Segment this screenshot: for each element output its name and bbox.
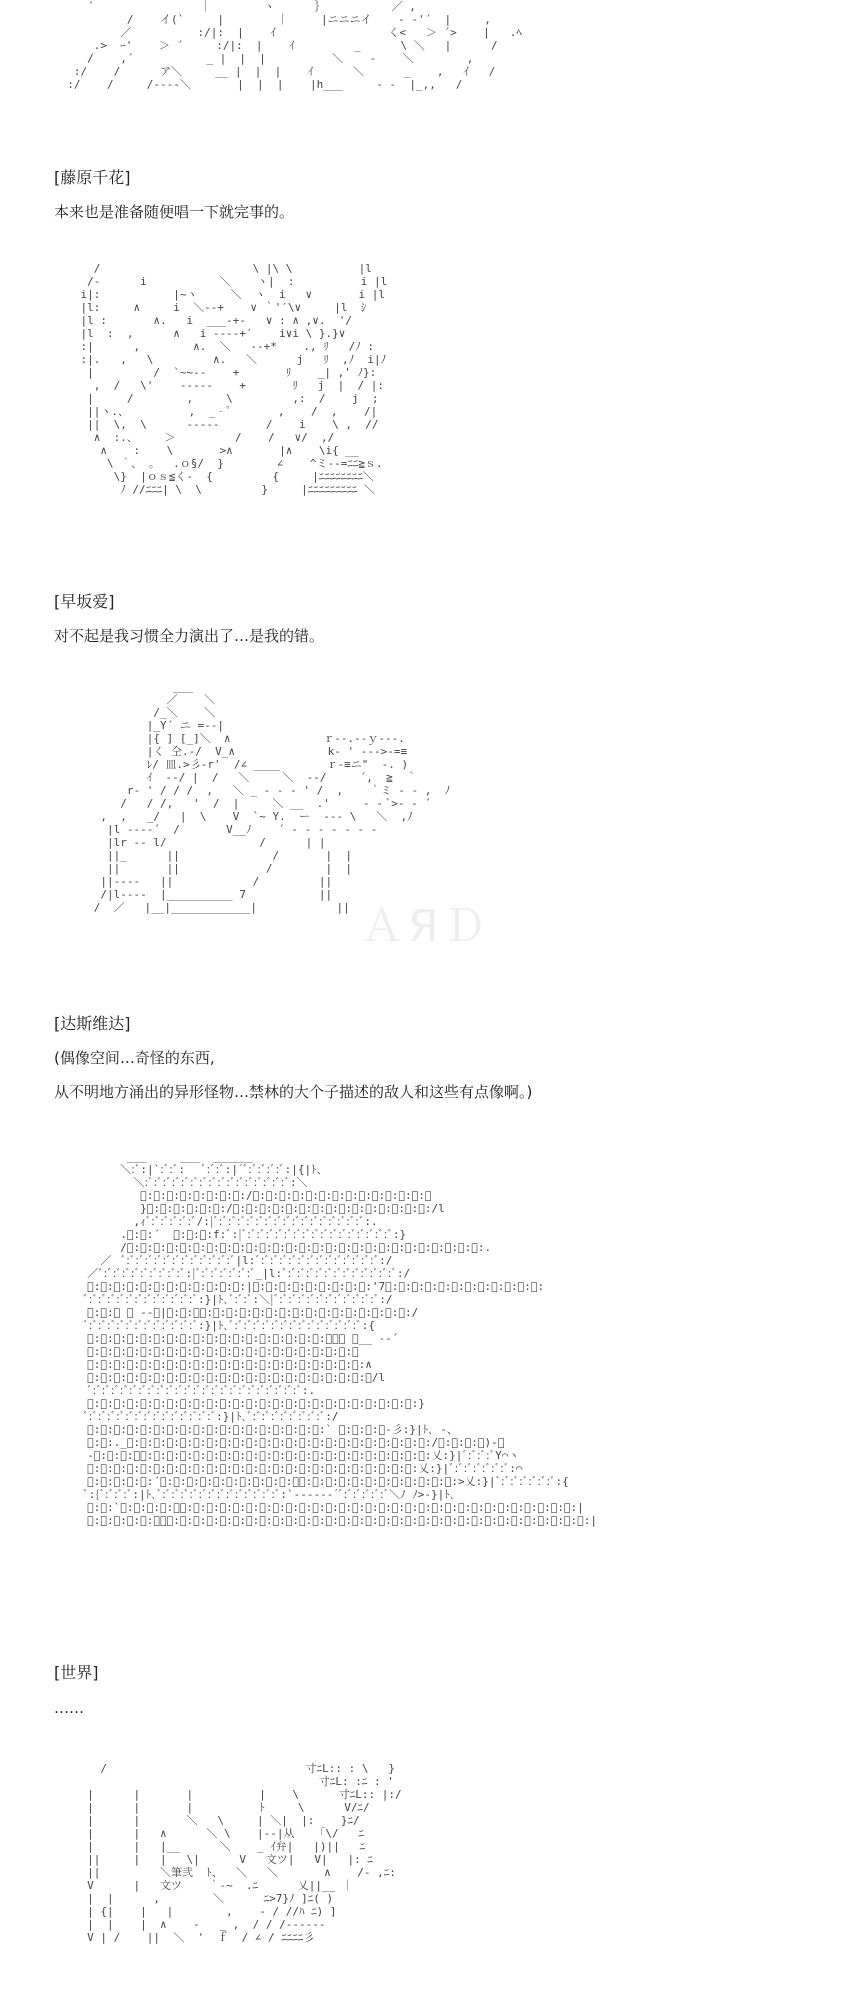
dialogue-line: 从不明地方涌出的异形怪物…禁林的大个子描述的敌人和这些有点像啊。) xyxy=(54,1083,533,1101)
ascii-art-hayasaka: / \ |\ \ |l /‐ i ＼ ヽ| : i |l i|: |~ヽ ＼ ヽ i ∨ i |l |l: ∧ i ＼‐‐+ ∨ ｀'′\∨ |l ｼ |l : ∧. i ___‐+‐ ∨ : ∧ ,∨. '/ |l : , ∧ i ‐‐‐‐+′ i∨i \ }.}∨ :| , ∧. ＼ ‐‐+* ., ﾘ /ﾉ : :|. , \ ∧. ＼ j ﾘ ,ﾉ i|ﾉ | / `~~‐‐ + ﾘ _| ,' ﾉ}: , / \' ‐‐‐‐‐ + ﾘ j | / |: | / , \ ,: / j ; ||ヽ.、 , _‐ﾟ , / , /| || \, \ ‐‐‐‐‐ / i \ , // ∧ :.、 ＞ / / ∨/ ,/ ∧ : \ >∧ |∧ \i{ __ \ ｀、 。 .ｏ§/ } ∠ ^ミ‐‐=ﾆﾆ≧ｓ. \} |ｏｓ≦く‐ { { |ﾆﾆﾆﾆﾆﾆﾆﾆ＼ ﾉ //ﾆﾆﾆ| \ \ } |ﾆﾆﾆﾆﾆﾆﾆﾆﾆ ＼ xyxy=(80,262,388,496)
dialogue-line: 对不起是我习惯全力演出了…是我的错。 xyxy=(54,627,325,645)
speaker-label: [藤原千花] xyxy=(54,168,131,187)
ascii-art-darth-vader: ___ ／ ＼ /_＼ ＼ |_Y´ ニ =-‐| |{ ] [_]＼ ∧ ｒ‐‐.‐‐ｙ‐‐‐. |く 仝.‐/ V_∧ k‐ ' ‐‐‐>‐=≡ ﾚ/ 皿.>彡‐r' /∠ ____ ｒ‐≡ニ" ‐. ) ｲ ‐‐/ | / ＼ ＼ ‐‐/ ´, ≧ ｀ r‐ ' / / / , ＼ _ ‐ ‐ ‐ ' / , ｀ミ ‐ ‐ , ﾉ / / /, ' / | ＼ __ .' ‐ ‐ ﾞ>‐ ‐ ´ , , _/ | \ V `~ Y. ー ‐‐‐ \ ＼ ,ﾉ |l ‐‐‐‐´ / V__ﾉ ´ ‐ ‐ ‐ ‐ ‐ ‐ ‐ |lr ‐‐ l/ / | | ||_ || / | | || || / | | ||‐‐‐‐ || / || /|l‐‐‐‐ |__________ 7 || / ／ |__|____________| || xyxy=(93,680,451,914)
dialogue-line: 本来也是准备随便唱一下就完事的。 xyxy=(54,203,295,221)
speaker-label: [早坂爱] xyxy=(54,592,115,611)
dialogue-line: (偶像空间…奇怪的东西, xyxy=(54,1049,215,1067)
ascii-art-fujiwara: ´ ｜ ヽ ｝ ／ , / イ(` | ｜ |ニニニイ ‐ ‐'´ | , ／ :/|: | ｲ く< ＞ ´> | .ﾍ .> ｰ' ＞ ´ :/|: | ｲ _ \ ＼ | / / ,´ _ | | | ＼ ‐ ＼ , :/ / ア＼ __ | | | ｲ ＼ _ , ｲ / :/ / /‐‐‐‐＼ | | | |h___ ‐ ‐ |_,, / xyxy=(67,0,522,91)
speaker-label: [达斯维达] xyxy=(54,1014,131,1033)
ascii-art-world: ___ ___ ______ ＼:ﾞ:|`:ﾞ:ﾞ: ﾞ:ﾞ:ﾞ:|´ﾞ:ﾞ:ﾞ:ﾞ:ﾞ:|{|ﾄ、 ＼:ﾞ:ﾞ:ﾞ:ﾞ:ﾞ:ﾞ:ﾞ:ﾞ:ﾞ:ﾞ:ﾞ:ﾞ:ﾞ:ﾞ:ﾞ:ﾞ:＼ ﾞ:ﾞ:ﾞ:ﾞ:ﾞ:ﾞ:ﾞ:ﾞ:/ﾞ:ﾞ:ﾞ:ﾞ:ﾞ:ﾞ:ﾞ:ﾞ:ﾞ:ﾞ:ﾞ:ﾞ:ﾞ:＼ }ﾞ:ﾞ:ﾞ:ﾞ:ﾞ:ﾞ:/ﾞ:ﾞ:ﾞ:ﾞ:ﾞ:ﾞ:ﾞ:ﾞ:ﾞ:ﾞ:ﾞ:ﾞ:ﾞ:ﾞ:ﾞ:/l ,ｨﾞ:ﾞ:ﾞ:ﾞ:ﾞ:ﾞ/:|ﾞ:ﾞ:ﾞ:ﾞ:ﾞ:ﾞ:ﾞ:ﾞ:ﾞ:ﾞ:ﾞ:ﾞ:ﾞ:ﾞ:ﾞ:ﾞ:ﾞ:. .ﾞ:ﾞ:´ ﾞ:ﾞ:ﾞ:f:ﾞ:|ﾞ:ﾞ:ﾞ:ﾞ:ﾞ:ﾞ:ﾞ:ﾞ:ﾞ:ﾞ:ﾞ:ﾞ:ﾞ:ﾞ:ﾞ:ﾞ:ﾞ:} /ﾞ:ﾞ:ﾞ:ﾞ:ﾞ:ﾞ:ﾞ:ﾞ:ﾞ:ﾞ:ﾞ:ﾞ:ﾞ:ﾞ:ﾞ:ﾞ:ﾞ:ﾞ:ﾞ:ﾞ:ﾞ:ﾞ:ﾞ:ﾞ:ﾞ:ﾞ:ﾞ:. ／ ﾞ:ﾞ:ﾞ:ﾞ:ﾞ:ﾞ:ﾞ:ﾞ:ﾞ:ﾞ:ﾞ:ﾞ:ﾞ|l:ﾞ:ﾞ:ﾞ:ﾞ:ﾞ:ﾞ:ﾞ:ﾞ:ﾞ:ﾞ:ﾞ:ﾞ:ﾞ:ﾞ:/ ／ﾞ:ﾞ:ﾞ:ﾞ:ﾞ:ﾞ:ﾞ:ﾞ:ﾞ:ﾞ:|ﾞ:ﾞ:ﾞ:ﾞ:ﾞ:ﾞ:ﾞ_|l:ﾞ:ﾞ:ﾞ:ﾞ:ﾞ:ﾞ:ﾞ:ﾞ:ﾞ:ﾞ:ﾞ:ﾞ:ﾞ:/ ﾞ:ﾞ:ﾞ:ﾞ:ﾞ:ﾞ:ﾞ:ﾞ:ﾞ:ﾞ:ﾞ:ﾞ:|ﾞ:ﾞ:ﾞ:ﾞ:ﾞ:ﾞ:ﾞ:ﾞ:ﾞ:'7ﾞ:ﾞ:ﾞ:ﾞ:ﾞ:ﾞ:ﾞ:ﾞ:ﾞ:ﾞ:ﾞ:ﾞ: ﾞ:ﾞ:ﾞ:ﾞ:ﾞ:ﾞ:ﾞ:ﾞ:ﾞ:ﾞ:ﾞ:ﾞ:ﾞ:}|ﾄ､ﾞ:ﾞ:ﾞ:＼|ﾞ:ﾞ:ﾞ:ﾞ:ﾞ:ﾞ:ﾞ:ﾞ:ﾞ:ﾞ:ﾞ:ﾞ:/ ﾞ:ﾞ:ー ー ‐‐､|ﾞ:ﾞ:＼ﾞ:ﾞ:ﾞ:ﾞ:ﾞ:ﾞ:ﾞ:ﾞ:ﾞ:ﾞ:ﾞ:ﾞ:ﾞ:ﾞ:ﾞ:ﾞ:/ ﾞ:ﾞ:ﾞ:ﾞ:ﾞ:ﾞ:ﾞ:ﾞ:ﾞ:ﾞ:ﾞ:ﾞ:ﾞ:}|ﾄ､ﾞ:ﾞ:ﾞ:ﾞ:ﾞ:ﾞ:ﾞ:ﾞ:ﾞ:ﾞ:ﾞ:ﾞ:ﾞ:ﾞ:ﾞ:{ ﾞ:ﾞ:ﾞ:ﾞ:ﾞ:ﾞ:ﾞ:ﾞ:ﾞ:ﾞ:ﾞ:ﾞ:ﾞ:ﾞ:ﾞ:ﾞ:ﾞ:ﾞ:ﾞ＼／ ＼__ ‐‐´ ﾞ:ﾞ:ﾞ:ﾞ:ﾞ:ﾞ:ﾞ:ﾞ:ﾞ:ﾞ:ﾞ:ﾞ:ﾞ:ﾞ:ﾞ:ﾞ:ﾞ:ﾞ:ﾞ:ﾞ:＼ ﾞ:ﾞ:ﾞ:ﾞ:ﾞ:ﾞ:ﾞ:ﾞ:ﾞ:ﾞ:ﾞ:ﾞ:ﾞ:ﾞ:ﾞ:ﾞ:ﾞ:ﾞ:ﾞ:ﾞ:ﾞ:∧ ﾞ:ﾞ:ﾞ:ﾞ:ﾞ:ﾞ:ﾞ:ﾞ:ﾞ:ﾞ:ﾞ:ﾞ:ﾞ:ﾞ:ﾞ:ﾞ:ﾞ:ﾞ:ﾞ:ﾞ:ﾞ:ﾞ/l ﾞ:ﾞ:ﾞ:ﾞ:ﾞ:ﾞ:ﾞ:ﾞ:ﾞ:ﾞ:ﾞ:ﾞ:ﾞ:ﾞ:ﾞ:ﾞ:ﾞ:ﾞ:ﾞ:ﾞ:ﾞ:ﾞ:ﾞ:ﾞ:. ﾞ:ﾞ:ﾞ:ﾞ:ﾞ:ﾞ:ﾞ:ﾞ:ﾞ:ﾞ:ﾞ:ﾞ:ﾞ:ﾞ:ﾞ:ﾞ:ﾞ:ﾞ:ﾞ:ﾞ:ﾞ:ﾞ:ﾞ:ﾞ:ﾞ:} ﾞ:ﾞ:ﾞ:ﾞ:ﾞ:ﾞ:ﾞ:ﾞ:ﾞ:ﾞ:ﾞ:ﾞ:ﾞ:ﾞ:ﾞ:}|ﾄ､ﾞ:ﾞ:ﾞ:ﾞ:ﾞ:ﾞ:ﾞ:ﾞ:ﾞ:/ ﾞ:ﾞ:ﾞ:ﾞ:ﾞ:ﾞ:ﾞ:ﾞ:ﾞ:ﾞ:ﾞ:ﾞ:ﾞ:ﾞ:ﾞ:ﾞ:ﾞ:ﾞ:` ﾞ:ﾞ:ﾞ:ﾞ‐彡:}|ﾄ､ ‐、 ﾞ:ﾞ:._ﾞ:ﾞ:ﾞ:ﾞ:ﾞ:ﾞ:ﾞ:ﾞ:ﾞ:ﾞ:ﾞ:ﾞ:ﾞ:ﾞ:ﾞ:ﾞ:ﾞ:ﾞ:ﾞ:ﾞ:ﾞ:ﾞ:ﾞ:/ﾞ:ﾞ:ﾞ:ﾞ)‐、 ‐ﾞ:ﾞ:ﾞ:＼ﾞ:ﾞ:ﾞ:ﾞ:ﾞ:ﾞ:ﾞ:ﾞ:ﾞ:ﾞ:ﾞ:ﾞ:ﾞ:ﾞ:ﾞ:ﾞ:ﾞ:ﾞ:ﾞ:ﾞ:ﾞ:ﾞ:乂:}|ﾞ:ﾞ:ﾞ:ﾞY⌒ヽ ﾞ:ﾞ:ﾞ:ﾞ:ﾞ:ﾞ:ﾞ:ﾞ:ﾞ:ﾞ:ﾞ:ﾞ:ﾞ:ﾞ:ﾞ:ﾞ:ﾞ:ﾞ:ﾞ:ﾞ:ﾞ:ﾞ:ﾞ:ﾞ:ﾞ:乂:}|ﾞ:ﾞ:ﾞ:ﾞ:ﾞ:ﾞ:ﾞ:⌒ ﾞ:ﾞ:ﾞ:ﾞ:ﾞ:´ﾞ:ﾞ:ﾞ:ﾞ:ﾞ:ﾞ:ﾞ:ﾞ:ﾞ:ﾞ:＼ﾞ:ﾞ:ﾞ:ﾞ:ﾞ:ﾞ:ﾞ:ﾞ:ﾞ:ﾞ:ﾞ:ﾞ:>乂:}|ﾞ:ﾞ:ﾞ:ﾞ:ﾞ:ﾞ:ﾞ:{ ﾞ:{ﾞ:ﾞ:ﾞ:ﾞ:|ﾄ､ﾞ:ﾞ:ﾞ:ﾞ:ﾞ:ﾞ:ﾞ:ﾞ:ﾞ:ﾞ:ﾞ:ﾞ:ﾞ:ﾞ:`‐‐‐‐‐‐´ﾞ:ﾞ:ﾞ:ﾞ:ﾞ:ﾞ＼ﾉ ﾉ>‐}|ﾄ､ ﾞ:ﾞ:`ﾞ:ﾞ:ﾞ:ﾞ:＼ﾞ:ﾞ:ﾞ:ﾞ:ﾞ:ﾞ:ﾞ:ﾞ:ﾞ:ﾞ:ﾞ:ﾞ:ﾞ:ﾞ:ﾞ:ﾞ:ﾞ:ﾞ:ﾞ:ﾞ:ﾞ:ﾞ:ﾞ:ﾞ:ﾞ:ﾞ:ﾞ:ﾞ:ﾞ:ﾞ:| ﾞ:ﾞ:ﾞ:ﾞ:ﾞ:ﾞ＼ﾞ:ﾞ:ﾞ:ﾞ:ﾞ:ﾞ:ﾞ:ﾞ:ﾞ:ﾞ:ﾞ:ﾞ:ﾞ:ﾞ:ﾞ:ﾞ:ﾞ:ﾞ:ﾞ:ﾞ:ﾞ:ﾞ:ﾞ:ﾞ:ﾞ:ﾞ:ﾞ:ﾞ:ﾞ:ﾞ:ﾞ:ﾞ:| xyxy=(80,1150,598,1527)
speaker-label: [世界] xyxy=(54,1663,99,1682)
dialogue-line: …… xyxy=(54,1699,84,1717)
ascii-art-bottom: / 寸ﾆL:: : \ } 寸ﾆL: :ﾆ : ' | | | | \ 寸ﾆL:: |:/ | | | ﾄ \ V/ﾆ/ | | ＼ \ | ＼| |: }ﾆ/ | | ∧ ＼ \ |‐‐|从 「\/ ﾆ | | |__ ＼ _ ｲ弁| |)|| ﾆ || | | \| V 文ツ| V| |: ﾆ || ＼筆弐 ﾄ、 ＼ ＼ ∧ /‐ ,ﾆ: V | 文ツ ｀‐~ .ﾆ 乂||__ ｜ | | , ＼ ﾆ>7}ﾉ ]ﾆ( ) | {| | | , ‐ / //ﾊ ﾆ) ] | | | ∧ ‐ _ , / / /‐‐‐‐‐‐ V | / || ＼ ' ｆ / ∠ / ﾆﾆﾆﾆ彡 xyxy=(87,1762,402,1944)
watermark: ＡЯＤ xyxy=(360,901,491,952)
